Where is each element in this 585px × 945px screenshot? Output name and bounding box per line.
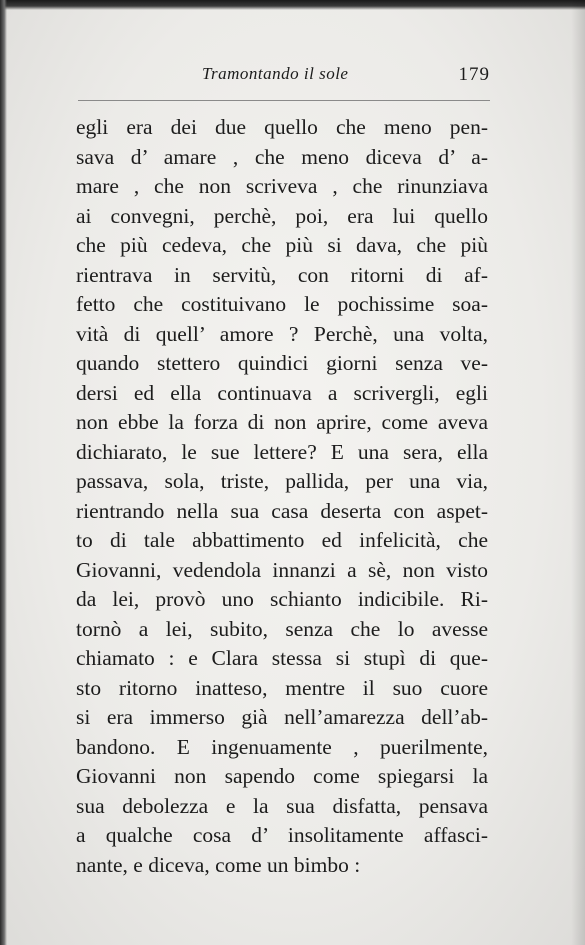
text-line: tornò a lei, subito, senza che lo avesse	[76, 616, 488, 641]
text-line: nante, e diceva, come un bimbo :	[76, 852, 361, 877]
text-line: egli era dei due quello che meno pen-	[76, 115, 488, 139]
running-title: Tramontando il sole	[202, 64, 349, 83]
page-right-shade	[571, 0, 585, 945]
text-line: sua debolezza e la sua disfatta, pensava	[76, 793, 488, 818]
text-line: passava, sola, triste, pallida, per una via,	[76, 469, 488, 493]
page-top-edge	[0, 0, 585, 10]
text-line: bandono. E ingenuamente , puerilmente,	[76, 734, 488, 759]
text-line: che più cedeva, che più si dava, che più	[76, 233, 488, 257]
text-line: to di tale abbattimento ed infelicità, che	[76, 528, 488, 552]
text-line: vità di quell’ amore ? Perchè, una volta,	[76, 321, 488, 346]
text-line: non ebbe la forza di non aprire, come aveva	[76, 410, 488, 434]
text-line: mare , che non scriveva , che rinunziava	[76, 174, 488, 198]
text-line: rientrando nella sua casa deserta con aspet-	[76, 498, 488, 523]
text-line: Giovanni non sapendo come spiegarsi la	[76, 764, 488, 788]
text-line: da lei, provò uno schianto indicibile. Ri-	[76, 587, 488, 611]
text-line: dersi ed ella continuava a scrivergli, egli	[76, 380, 488, 405]
text-line: Giovanni, vedendola innanzi a sè, non visto	[76, 557, 488, 582]
text-line: rientrava in servitù, con ritorni di af-	[76, 262, 488, 287]
page-left-edge	[0, 0, 7, 945]
text-line: fetto che costituivano le pochissime soa-	[76, 292, 488, 316]
body-text	[76, 113, 488, 880]
text-line: sava d’ amare , che meno diceva d’ a-	[76, 144, 488, 169]
text-line: quando stettero quindici giorni senza ve-	[76, 351, 488, 375]
text-line: sto ritorno inatteso, mentre il suo cuore	[76, 675, 488, 700]
text-line: ai convegni, perchè, poi, era lui quello	[76, 203, 488, 228]
page-number: 179	[458, 64, 490, 85]
text-line: si era immerso già nell’amarezza dell’ab-	[76, 705, 488, 729]
page-header	[78, 62, 490, 92]
header-rule	[78, 100, 490, 101]
text-line: dichiarato, le sue lettere? E una sera, ella	[76, 439, 488, 464]
text-line: chiamato : e Clara stessa si stupì di que-	[76, 646, 488, 670]
text-line: a qualche cosa d’ insolitamente affasci-	[76, 823, 488, 847]
